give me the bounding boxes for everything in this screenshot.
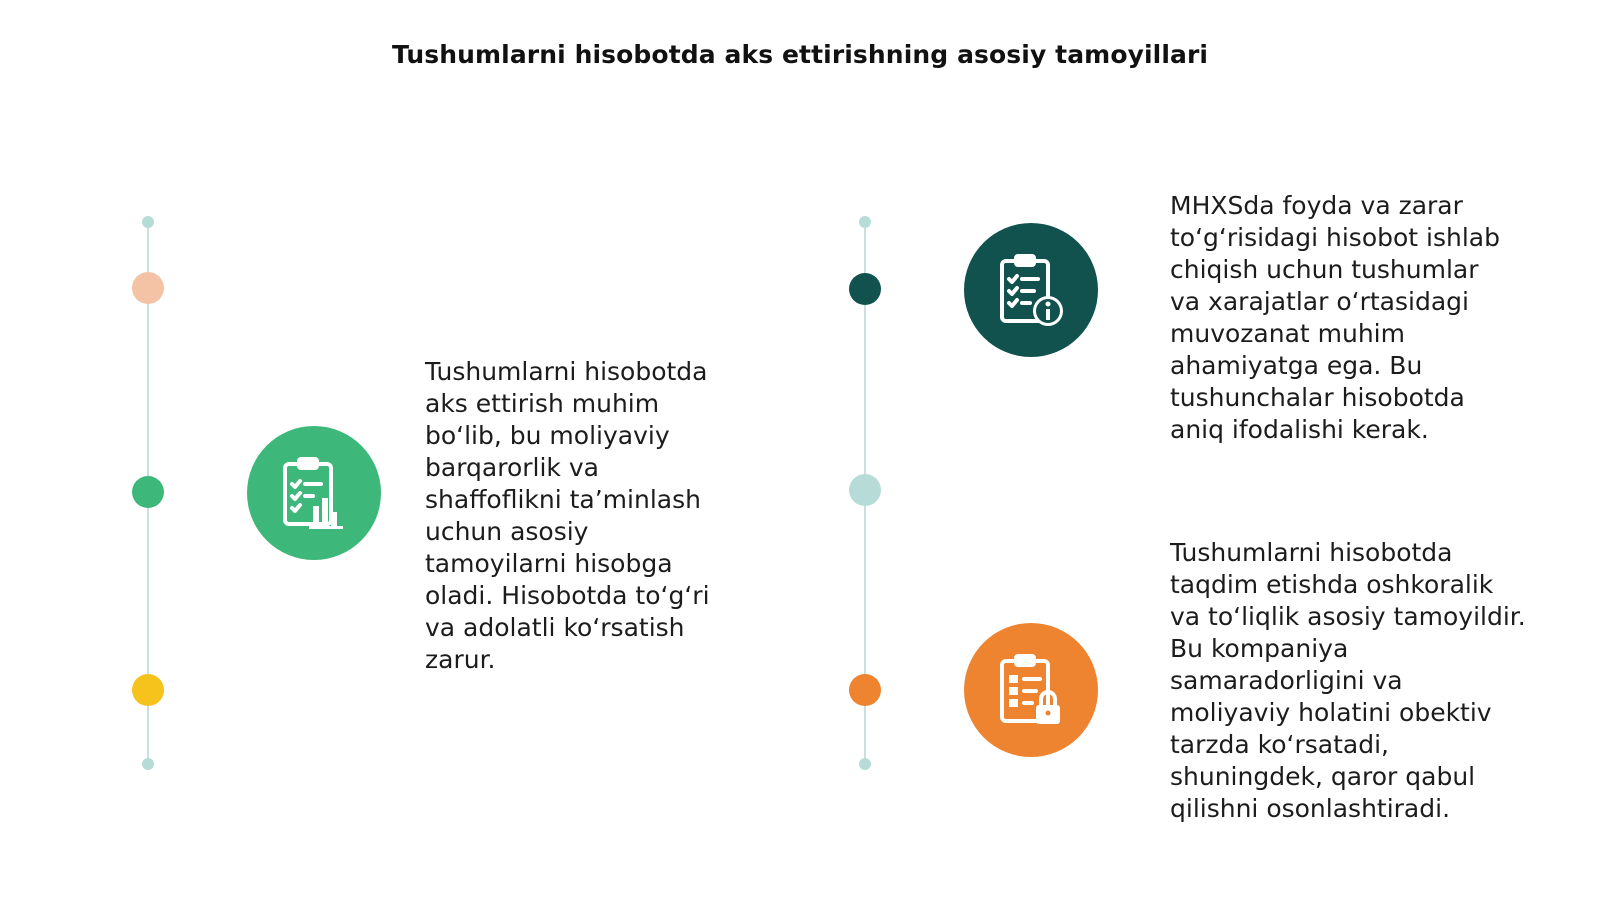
timeline-dot-dark-teal <box>849 273 881 305</box>
page-title: Tushumlarni hisobotda aks ettirishning asosiy tamoyillari <box>391 40 1209 69</box>
timeline-dot-green <box>132 476 164 508</box>
timeline-dot-peach <box>132 272 164 304</box>
timeline-endpoint-dot <box>142 216 154 228</box>
timeline-dot-orange <box>849 674 881 706</box>
timeline-dot-light-teal <box>849 474 881 506</box>
principle-text-1: Tushumlarni hisobotda aks ettirish muhim bo‘lib, bu moliyaviy barqarorlik va shaffoflikni ta’minlash uchun asosiy tamoyilarni hisobga oladi. Hisobotda to‘g‘ri va adolatli ko‘rsatish zarur. <box>425 357 710 674</box>
timeline-dot-yellow <box>132 674 164 706</box>
principle-text-3: Tushumlarni hisobotda taqdim etishda oshkoralik va to‘liqlik asosiy tamoyildir. Bu kompaniya samaradorligini va moliyaviy holatini obektiv tarzda ko‘rsatadi, shuningdek, qaror qabul qilishni osonlashtiradi. <box>1170 538 1526 823</box>
clipboard-chart-icon <box>247 426 381 560</box>
clipboard-lock-icon <box>964 623 1098 757</box>
clipboard-info-icon <box>964 223 1098 357</box>
timeline-endpoint-dot <box>859 758 871 770</box>
principle-text-2: MHXSda foyda va zarar to‘g‘risidagi hisobot ishlab chiqish uchun tushumlar va xarajatlar o‘rtasidagi muvozanat muhim ahamiyatga ega. Bu tushunchalar hisobotda aniq ifodalishi kerak. <box>1170 191 1500 444</box>
timeline-endpoint-dot <box>859 216 871 228</box>
timeline-endpoint-dot <box>142 758 154 770</box>
